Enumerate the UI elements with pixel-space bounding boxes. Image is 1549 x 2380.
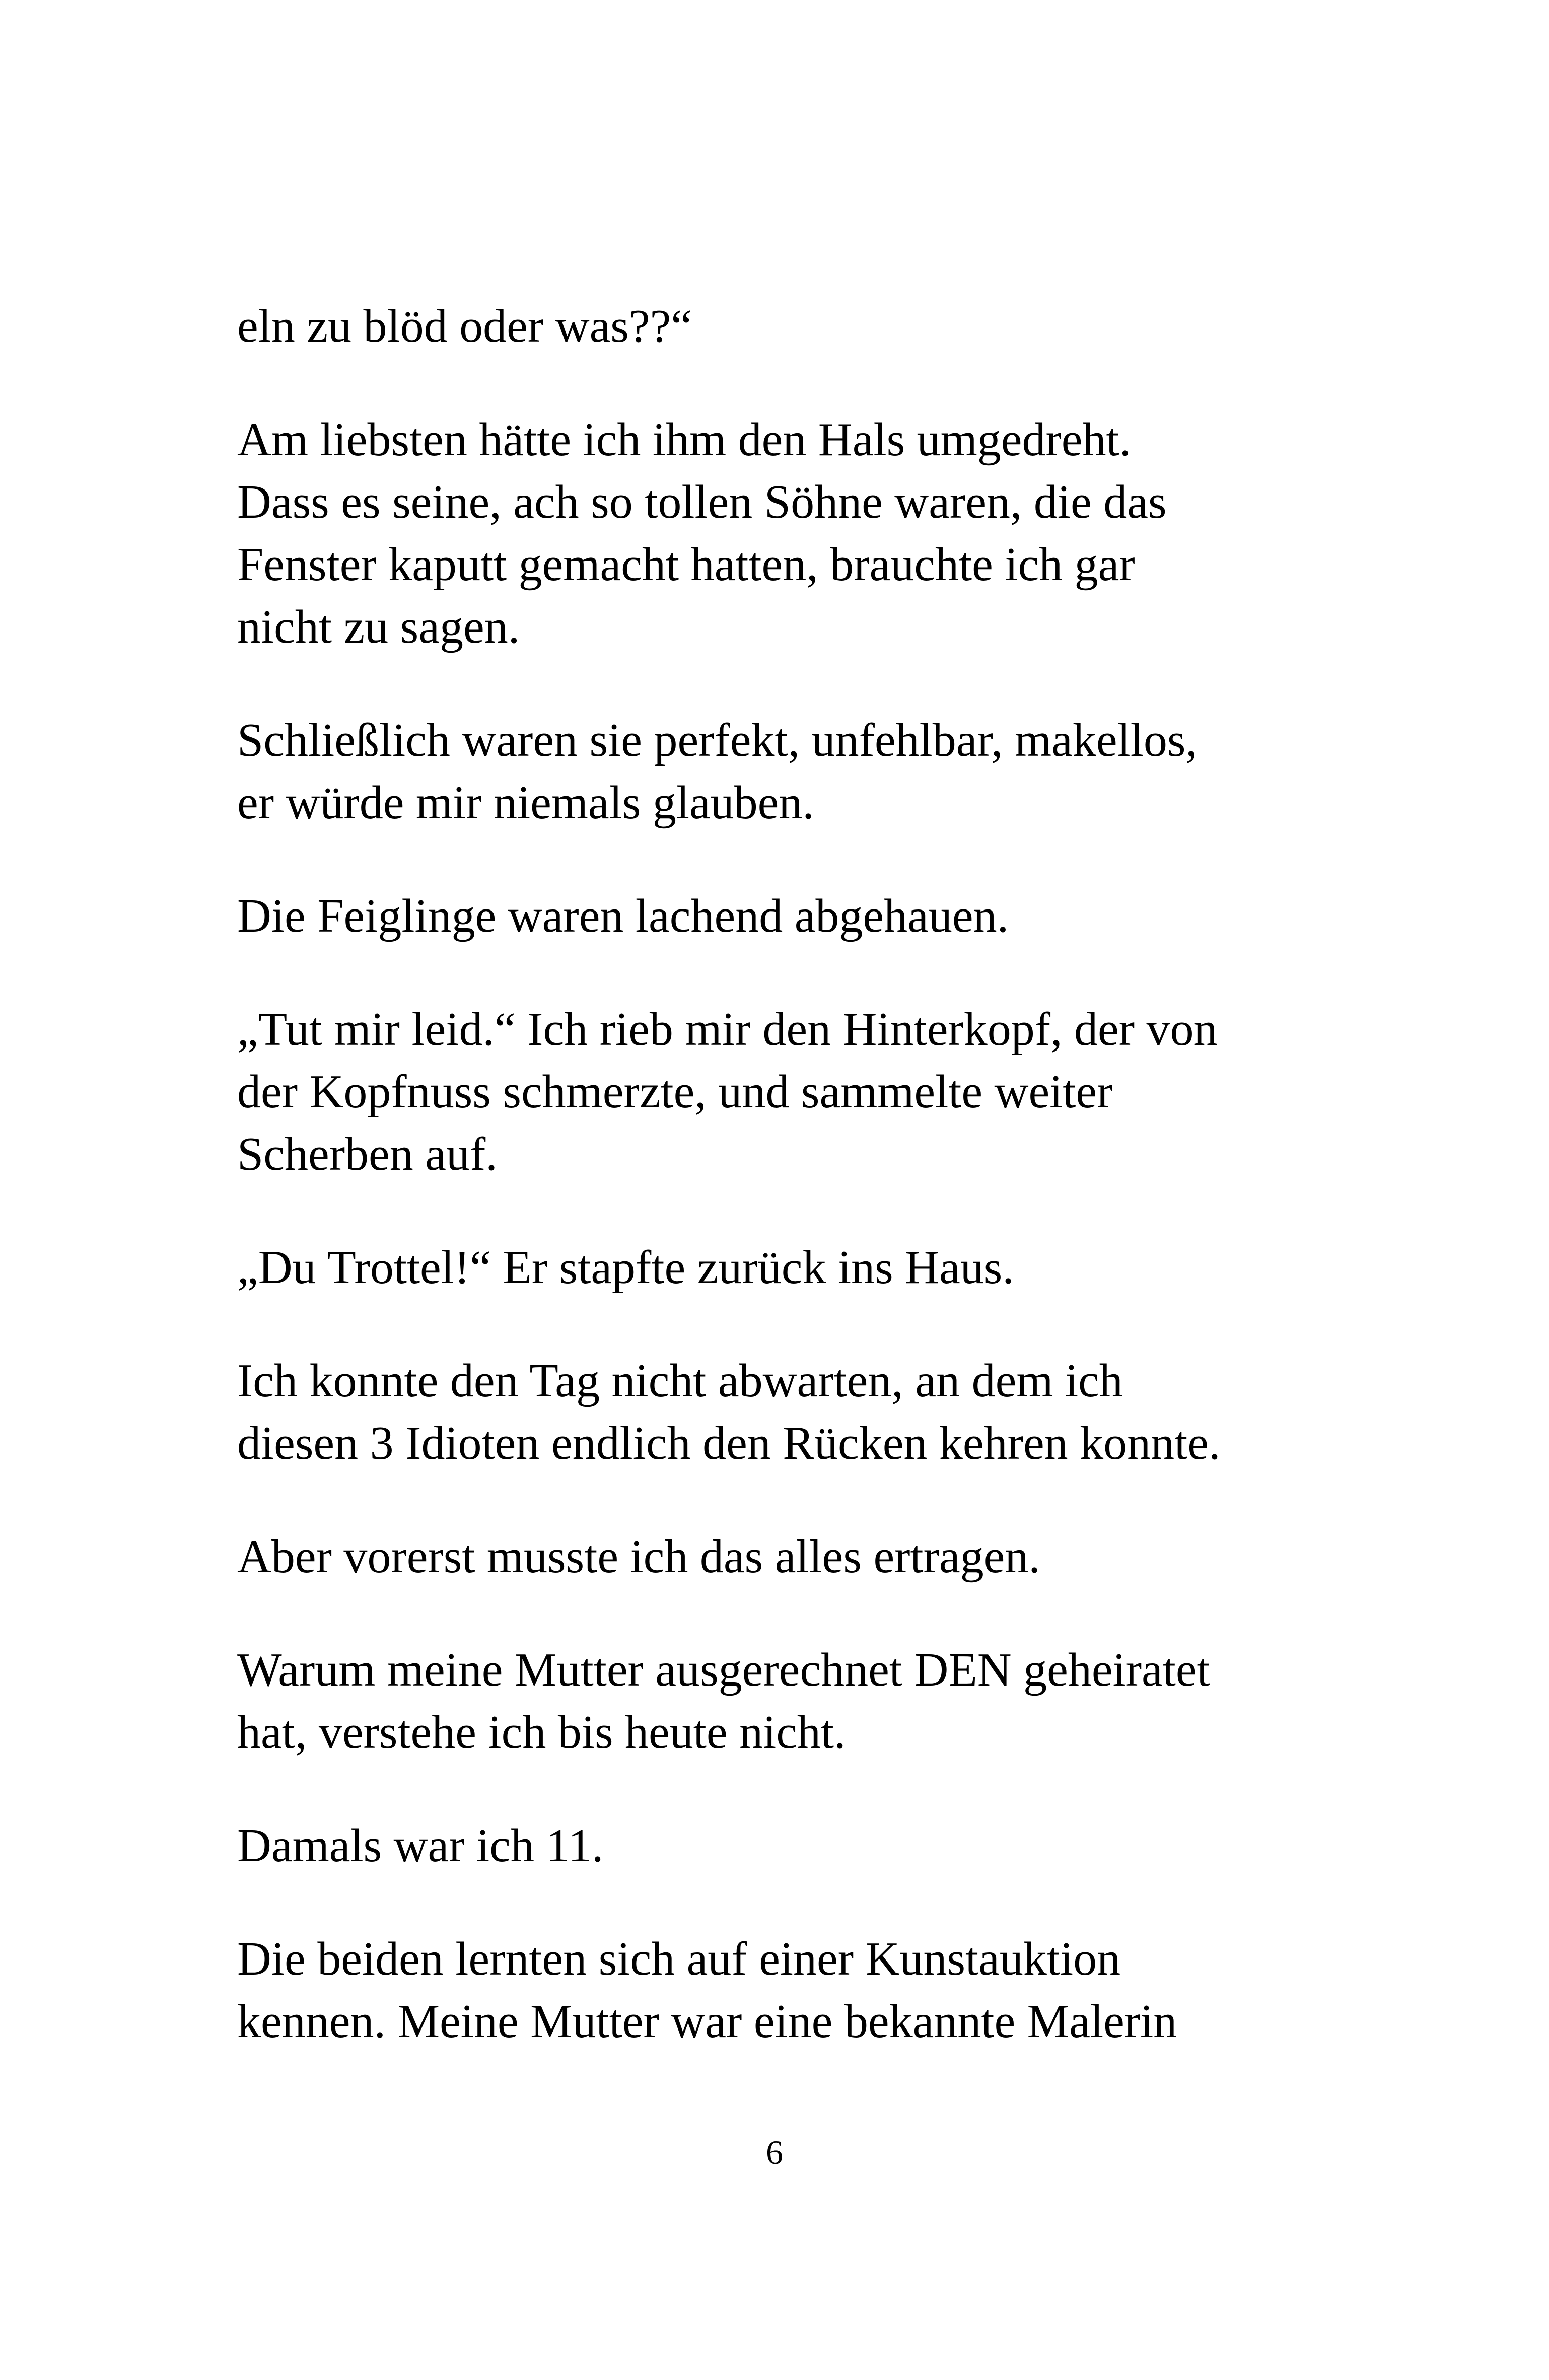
paragraph: Die Feiglinge waren lachend abgehauen. bbox=[237, 890, 1009, 942]
page-number: 6 bbox=[766, 2133, 783, 2172]
paragraph: „Du Trottel!“ Er stapfte zurück ins Haus. bbox=[237, 1241, 1014, 1294]
paragraph: „Tut mir leid.“ Ich rieb mir den Hinterkopf, der von der Kopfnuss schmerzte, und sammelte weiter Scherben auf. bbox=[237, 1003, 1218, 1180]
paragraph: Ich konnte den Tag nicht abwarten, an dem ich diesen 3 Idioten endlich den Rücken kehren konnte. bbox=[237, 1355, 1221, 1469]
paragraph: Damals war ich 11. bbox=[237, 1819, 604, 1872]
paragraph: Aber vorerst musste ich das alles ertragen. bbox=[237, 1530, 1040, 1583]
paragraph: Schließlich waren sie perfekt, unfehlbar, makellos, er würde mir niemals glauben. bbox=[237, 714, 1198, 829]
paragraph: Warum meine Mutter ausgerechnet DEN geheiratet hat, verstehe ich bis heute nicht. bbox=[237, 1644, 1210, 1759]
paragraph: eln zu blöd oder was??“ bbox=[237, 300, 692, 353]
paragraph: Die beiden lernten sich auf einer Kunstauktion kennen. Meine Mutter war eine bekannte Malerin bbox=[237, 1933, 1177, 2048]
paragraph: Am liebsten hätte ich ihm den Hals umgedreht. Dass es seine, ach so tollen Söhne waren, die das Fenster kaputt gemacht hatten, brauchte ich gar nicht zu sagen. bbox=[237, 413, 1167, 653]
body-text bbox=[237, 295, 1345, 2104]
